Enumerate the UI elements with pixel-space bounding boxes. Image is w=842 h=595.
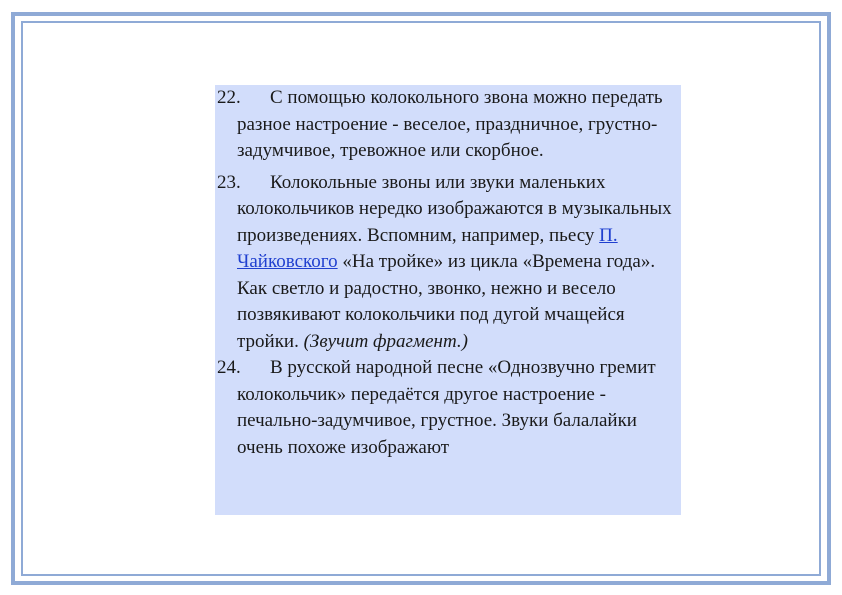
list-item-23	[217, 170, 677, 356]
text-box	[215, 85, 681, 515]
list-item-22	[217, 85, 677, 165]
item-text: В русской народной песне «Однозвучно гремит колокольчик» передаётся другое настроение - печально-задумчивое, грустное. Звуки балалайки очень похоже изображают	[237, 357, 656, 458]
item-number: 22.	[217, 87, 241, 108]
item-number: 24.	[217, 357, 241, 378]
item-text-continued: «На тройке» из цикла «Времена года». Как светло и радостно, звонко, нежно и весело позвякивают колокольчики под дугой мчащейся тройки.	[237, 251, 656, 352]
item-text: С помощью колокольного звона можно передать разное настроение - веселое, праздничное, грустно-задумчивое, тревожное или скорбное.	[237, 87, 663, 161]
item-text: Колокольные звоны или звуки маленьких колокольчиков нередко изображаются в музыкальных произведениях. Вспомним, например, пьесу	[237, 171, 672, 246]
item-number: 23.	[217, 171, 241, 193]
composer-link[interactable]: П. Чайковского	[237, 224, 618, 272]
list-item-24	[217, 355, 677, 461]
item-italic-note: (Звучит фрагмент.)	[303, 330, 468, 352]
